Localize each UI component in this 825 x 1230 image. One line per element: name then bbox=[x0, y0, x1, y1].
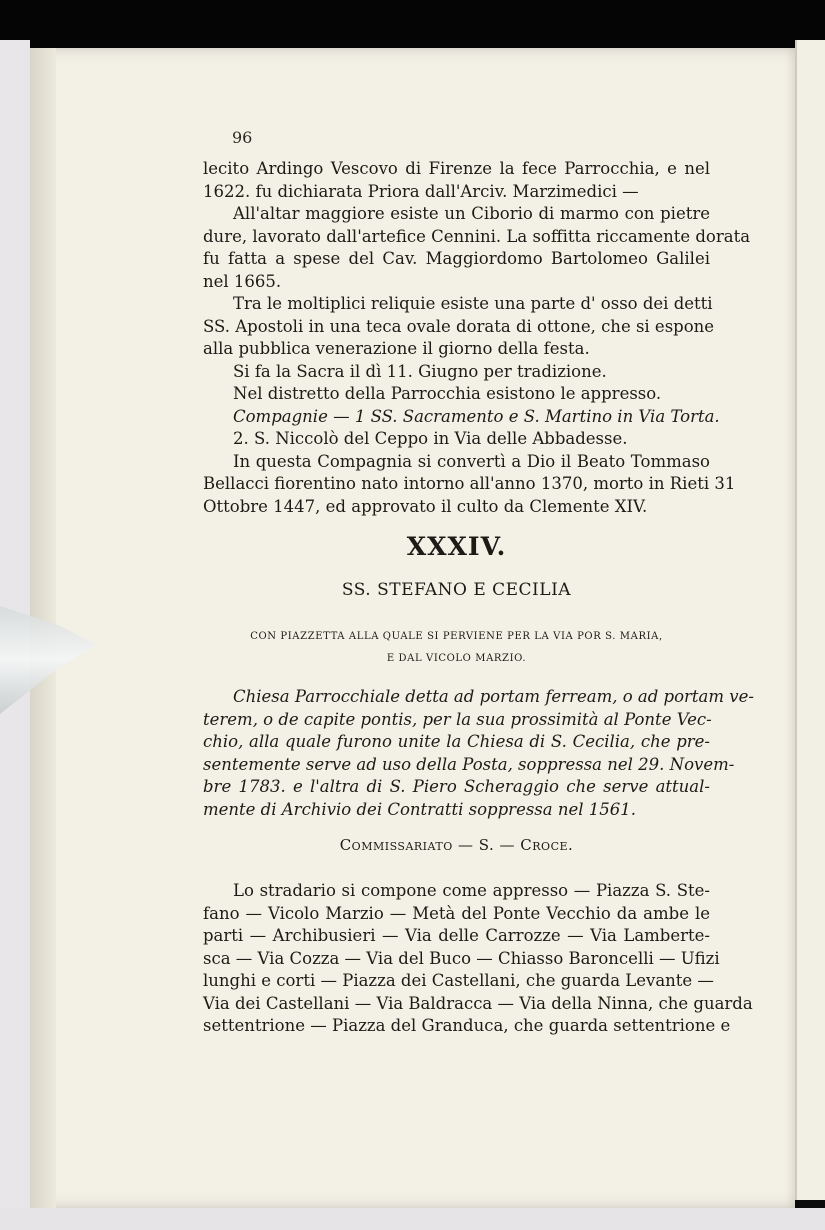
text-line: Compagnie — 1 SS. Sacramento e S. Martino in Via Torta. bbox=[233, 406, 720, 426]
paragraph-bottom bbox=[203, 880, 753, 1038]
text-line: settentrione — Piazza del Granduca, che guarda settentrione e bbox=[203, 1016, 731, 1035]
paragraph-top bbox=[203, 158, 751, 518]
commissariato-heading: Commissariato — S. — Croce. bbox=[339, 836, 574, 854]
subtitle-line: CON PIAZZETTA ALLA QUALE SI PERVIENE PER LA VIA POR S. MARIA, bbox=[250, 631, 663, 642]
text-line: Ottobre 1447, ed approvato il culto da Clemente XIV. bbox=[203, 496, 648, 516]
text-line: sca — Via Cozza — Via del Buco — Chiasso Baroncelli — Ufizi bbox=[203, 948, 720, 968]
text-line: dure, lavorato dall'artefice Cennini. La soffitta riccamente dorata bbox=[203, 226, 751, 246]
text-line: Chiesa Parrocchiale detta ad portam ferream, o ad portam ve- bbox=[233, 687, 754, 706]
section-number: XXXIV. bbox=[406, 532, 507, 561]
text-line: 2. S. Niccolò del Ceppo in Via delle Abbadesse. bbox=[233, 429, 628, 448]
text-line: Si fa la Sacra il dì 11. Giugno per tradizione. bbox=[233, 361, 607, 381]
text-line: Tra le moltiplici reliquie esiste una parte d' osso dei detti bbox=[233, 294, 713, 313]
text-line: fu fatta a spese del Cav. Maggiordomo Bartolomeo Galilei bbox=[203, 249, 710, 268]
church-title: SS. STEFANO E CECILIA bbox=[341, 580, 572, 600]
text-line: fano — Vicolo Marzio — Metà del Ponte Vecchio da ambe le bbox=[203, 903, 710, 923]
subtitle-line: E DAL VICOLO MARZIO. bbox=[386, 653, 527, 664]
text-line: parti — Archibusieri — Via delle Carrozze — Via Lamberte- bbox=[203, 926, 710, 945]
text-line: sentemente serve ad uso della Posta, soppressa nel 29. Novem- bbox=[203, 754, 735, 774]
italic-paragraph bbox=[203, 686, 754, 821]
text-line: nel 1665. bbox=[203, 271, 282, 291]
text-line: lecito Ardingo Vescovo di Firenze la fece Parrocchia, e nel bbox=[203, 159, 710, 178]
text-line: Via dei Castellani — Via Baldracca — Via della Ninna, che guarda bbox=[203, 993, 753, 1013]
text-line: bre 1783. e l'altra di S. Piero Scheraggio che serve attual- bbox=[203, 777, 710, 796]
text-line: lunghi e corti — Piazza dei Castellani, che guarda Levante — bbox=[203, 971, 714, 990]
text-line: Nel distretto della Parrocchia esistono le appresso. bbox=[233, 384, 662, 403]
page-number: 96 bbox=[232, 128, 253, 147]
church-subtitle bbox=[203, 626, 710, 670]
text-line: 1622. fu dichiarata Priora dall'Arciv. Marzimedici — bbox=[203, 181, 639, 201]
text-line: Bellacci fiorentino nato intorno all'anno 1370, morto in Rieti 31 bbox=[203, 474, 736, 493]
text-line: In questa Compagnia si convertì a Dio il Beato Tommaso bbox=[233, 451, 710, 471]
text-line: SS. Apostoli in una teca ovale dorata di ottone, che si espone bbox=[203, 316, 715, 336]
next-page-edge bbox=[795, 40, 825, 1200]
background-bottom bbox=[0, 1208, 825, 1230]
text-line: chio, alla quale furono unite la Chiesa di S. Cecilia, che pre- bbox=[203, 732, 710, 751]
text-line: terem, o de capite pontis, per la sua prossimità al Ponte Vec- bbox=[203, 709, 712, 729]
text-line: mente di Archivio dei Contratti soppressa nel 1561. bbox=[203, 799, 637, 819]
text-line: alla pubblica venerazione il giorno della festa. bbox=[203, 339, 590, 358]
text-line: All'altar maggiore esiste un Ciborio di marmo con pietre bbox=[233, 204, 710, 223]
text-line: Lo stradario si compone come appresso — Piazza S. Ste- bbox=[233, 881, 710, 900]
